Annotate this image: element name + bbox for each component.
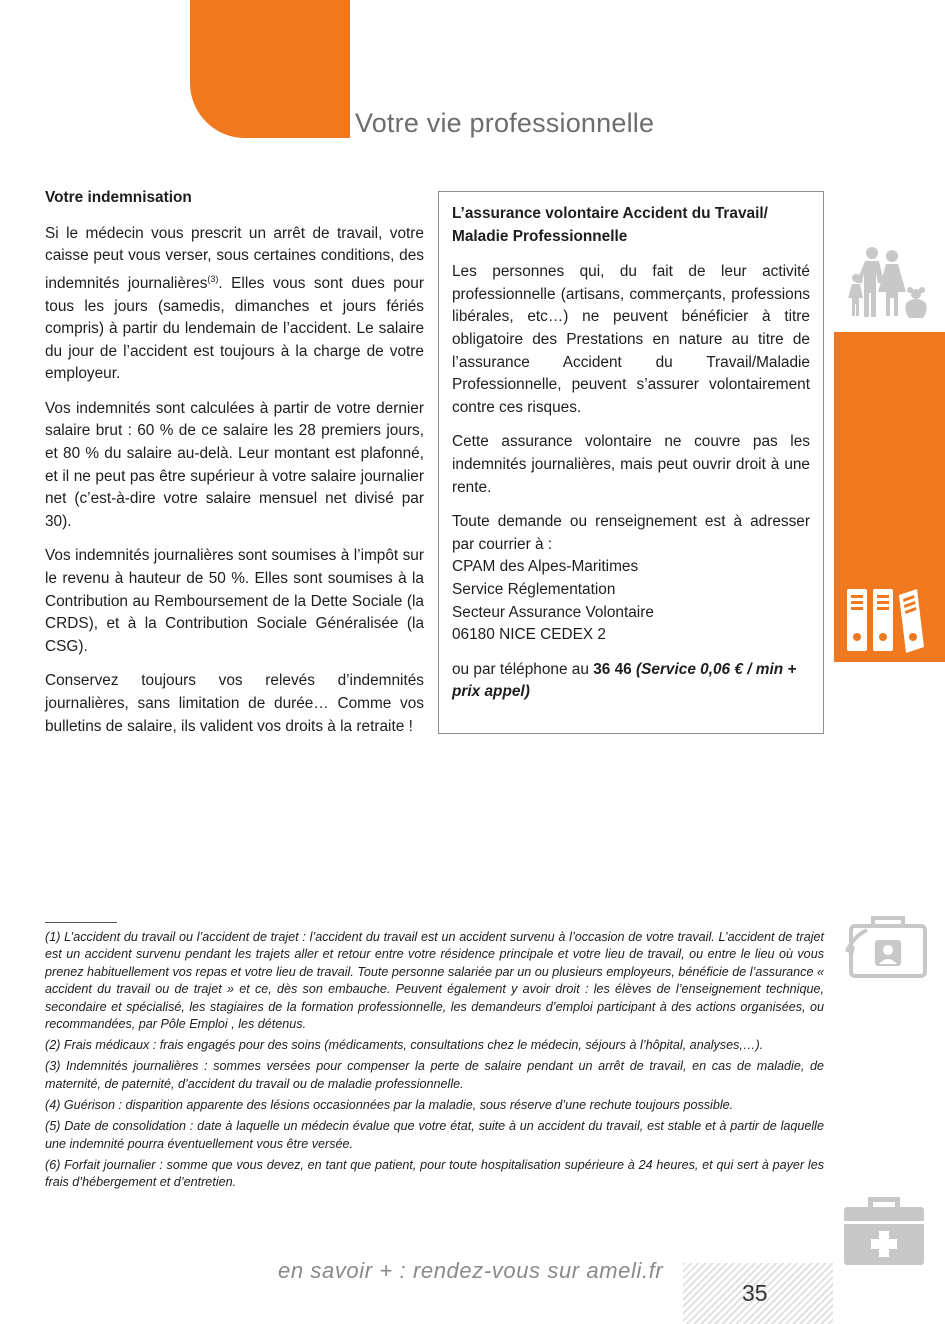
- paragraph-3: Vos indemnités journalières sont soumises à l’impôt sur le revenu à hauteur de 50 %. Elles sont soumises à la Contribution au Remboursement de la Dette Sociale (la CRDS), et à la Contribution Sociale Généralisée (la CSG).: [45, 547, 424, 655]
- footnote-5: (5) Date de consolidation : date à laquelle un médecin évalue que votre état, suite à un accident du travail, est stable et à partir de laquelle une indemnité pourra éventuellement vous être versée.: [45, 1119, 824, 1151]
- info-box-paragraph-2: Cette assurance volontaire ne couvre pas les indemnités journalières, mais peut ouvrir droit à une rente.: [452, 433, 810, 496]
- info-box: [438, 191, 824, 734]
- footnote-1: (1) L’accident du travail ou l’accident de trajet : l’accident du travail est un accident survenu à l’occasion de votre travail. L’accident de trajet est un accident survenu pendant les trajets aller et retour entre votre résidence principale et votre lieu de travail, ou entre le lieu où vous prenez habituellement vos repas et votre lieu de travail. Toute personne salariée par un ou plusieurs employeurs, bénéficie de l’assurance « accident du travail ou de trajet » et ce, dès son embauche. Peuvent également y avoir droit : les élèves de l’enseignement technique, secondaire et spécialisé, les stagiaires de la formation professionnelle, les demandeurs d’emploi participant à des actions organisées, ou recommandées, par Pôle Emploi , les détenus.: [45, 930, 824, 1032]
- phone-line: [452, 659, 810, 704]
- paragraph-1-rest: . Elles vous sont dues pour tous les jours (samedis, dimanches et jours fériés compris) à partir du lendemain de l’accident. Le salaire du jour de l’accident est toujours à la charge de votre employeur.: [45, 274, 424, 383]
- section-heading: Votre indemnisation: [45, 189, 192, 206]
- info-box-heading: L’assurance volontaire Accident du Travail/ Maladie Professionnelle: [452, 205, 768, 245]
- phone-detail: (Service 0,06 € / min + prix appel): [452, 660, 797, 701]
- address-line: 06180 NICE CEDEX 2: [452, 626, 606, 644]
- phone-label: ou par téléphone au: [452, 660, 594, 678]
- footnote-ref-3: (3): [207, 273, 219, 284]
- medical-case-icon: [842, 1195, 926, 1265]
- binders-icon: [845, 585, 925, 655]
- footnote-rule: [45, 922, 117, 923]
- paragraph-4: Conservez toujours vos relevés d’indemnités journalières, sans limitation de durée… Comme vos bulletins de salaire, ils valident vos droits à la retraite !: [45, 672, 424, 735]
- family-icon: [846, 244, 930, 322]
- left-column: [45, 187, 424, 750]
- info-box-paragraph-3: [452, 511, 810, 647]
- footnote-2: (2) Frais médicaux : frais engagés pour des soins (médicaments, consultations chez le médecin, séjours à l’hôpital, analyses,…).: [45, 1038, 764, 1053]
- first-aid-kit-icon: [845, 912, 931, 982]
- page-title: Votre vie professionnelle: [355, 108, 655, 138]
- footnote-4: (4) Guérison : disparition apparente des lésions occasionnées par la maladie, sous réserve d’une rechute toujours possible.: [45, 1098, 734, 1113]
- footnote-6: (6) Forfait journalier : somme que vous devez, en tant que patient, pour toute hospitalisation supérieure à 24 heures, et qui sert à payer les frais d’hébergement et d’entretien.: [45, 1157, 824, 1190]
- header-orange-tab: [190, 0, 350, 138]
- info-box-request-text: Toute demande ou renseignement est à adresser par courrier à :: [452, 513, 810, 553]
- footnotes: [45, 929, 824, 1195]
- address-line: Service Réglementation: [452, 580, 616, 598]
- footnote-3: (3) Indemnités journalières : sommes versées pour compenser la perte de salaire pendant un arrêt de travail, en cas de maladie, de maternité, de paternité, d’accident du travail ou de maladie professionnelle.: [45, 1059, 824, 1091]
- paragraph-1-text: Si le médecin vous prescrit un arrêt de travail, votre caisse peut vous verser, sous certaines conditions, des indemnités journalières: [45, 224, 424, 292]
- paragraph-2: Vos indemnités sont calculées à partir de votre dernier salaire brut : 60 % de ce salaire les 28 premiers jours, et 80 % du salaire au-delà. Leur montant est plafonné, et il ne peut pas être supérieur à votre salaire journalier net (c’est-à-dire votre salaire mensuel net divisé par 30).: [45, 399, 424, 530]
- address-line: Secteur Assurance Volontaire: [452, 603, 654, 621]
- phone-number: 36 46: [593, 660, 632, 678]
- paragraph-1: [45, 223, 424, 386]
- page-number: 35: [742, 1280, 768, 1306]
- info-box-paragraph-1: Les personnes qui, du fait de leur activité professionnelle (artisans, commerçants, professions libérales, etc…) ne peuvent bénéficier à titre obligatoire des Prestations en nature au titre de l’assurance Accident du Travail/Maladie Professionnelle, peuvent s’assurer volontairement contre ces risques.: [452, 263, 810, 416]
- address-line: CPAM des Alpes-Maritimes: [452, 558, 639, 576]
- footer-link-text: en savoir + : rendez-vous sur ameli.fr: [278, 1258, 664, 1283]
